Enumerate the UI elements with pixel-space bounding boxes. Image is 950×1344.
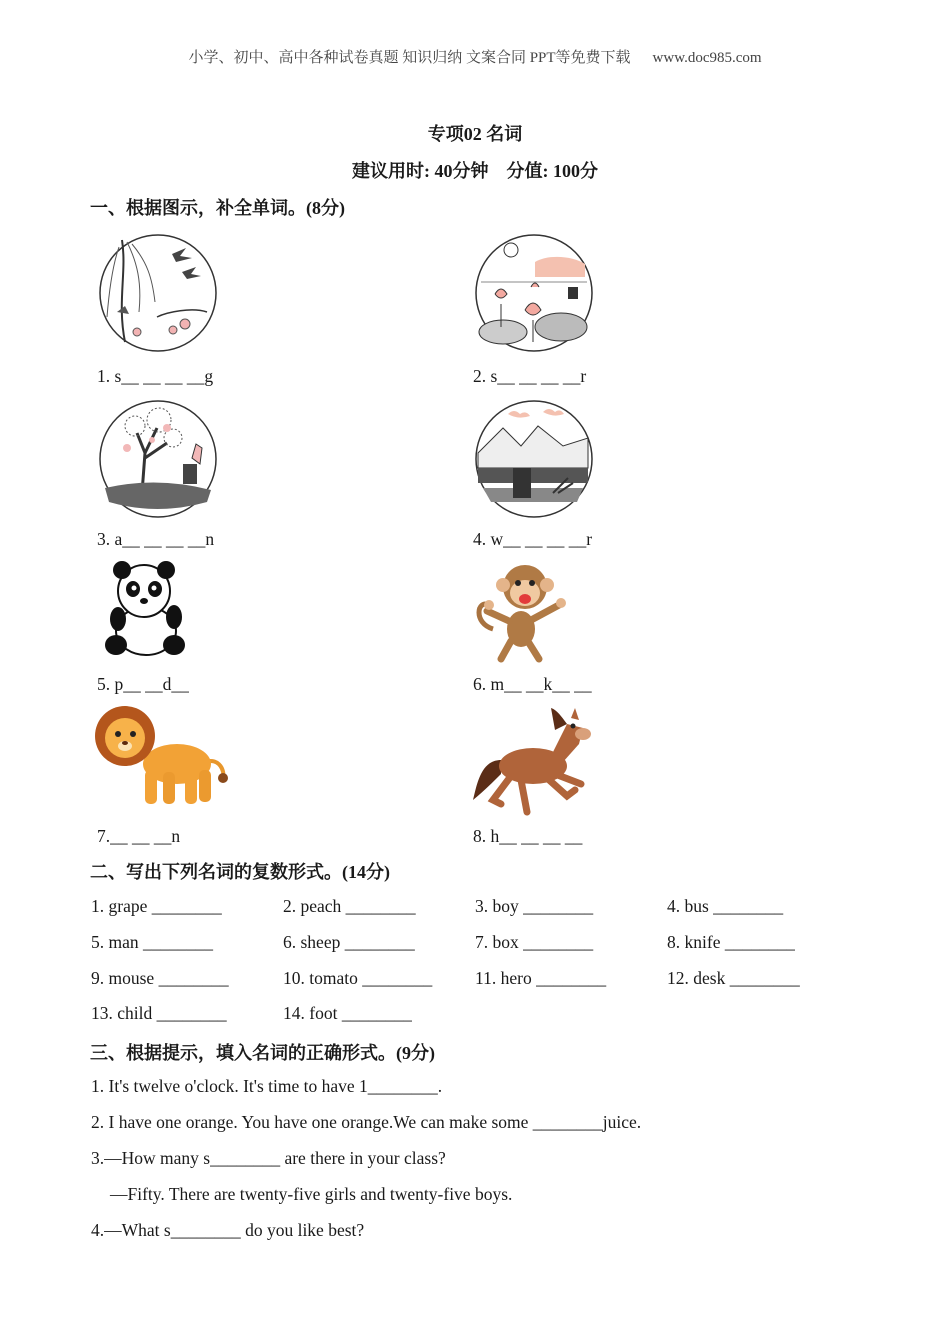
- spring-scene-picture: [97, 232, 219, 354]
- fill-item-3-answer: —Fifty. There are twenty-five girls and twenty-five boys.: [110, 1184, 513, 1204]
- plural-item-12: 12. desk ________: [667, 968, 800, 988]
- panda-picture: [104, 561, 186, 659]
- plural-item-6: 6. sheep ________: [283, 932, 415, 952]
- plural-item-1: 1. grape ________: [91, 896, 222, 916]
- plural-item-4: 4. bus ________: [667, 896, 784, 916]
- section1-item-3: 3. a__ __ __ __n: [97, 529, 215, 549]
- winter-scene-picture: [473, 398, 595, 520]
- fill-item-4: 4.—What s________ do you like best?: [91, 1220, 365, 1240]
- plural-item-9: 9. mouse ________: [91, 968, 229, 988]
- page-title: 专项02 名词: [427, 124, 523, 144]
- plural-item-7: 7. box ________: [475, 932, 594, 952]
- horse-picture: [471, 704, 601, 816]
- fill-item-2: 2. I have one orange. You have one orange.We can make some ________juice.: [91, 1112, 642, 1132]
- fill-item-3-question: 3.—How many s________ are there in your class?: [91, 1148, 446, 1168]
- plural-item-5: 5. man ________: [91, 932, 214, 952]
- autumn-scene-picture: [97, 398, 219, 520]
- section1-item-8: 8. h__ __ __ __: [473, 826, 583, 846]
- section1-item-4: 4. w__ __ __ __r: [473, 529, 593, 549]
- plural-item-11: 11. hero ________: [475, 968, 607, 988]
- plural-item-2: 2. peach ________: [283, 896, 416, 916]
- section1-item-1: 1. s__ __ __ __g: [97, 366, 214, 386]
- fill-item-1: 1. It's twelve o'clock. It's time to have 1________.: [91, 1076, 443, 1096]
- header-text: 小学、初中、高中各种试卷真题 知识归纳 文案合同 PPT等免费下载: [188, 50, 631, 66]
- lion-picture: [95, 702, 231, 810]
- exam-meta: [0, 157, 950, 183]
- page-header: [0, 46, 950, 67]
- plural-item-3: 3. boy ________: [475, 896, 594, 916]
- plural-item-10: 10. tomato ________: [283, 968, 433, 988]
- section2-heading: 二、写出下列名词的复数形式。(14分): [90, 862, 390, 882]
- plural-item-8: 8. knife ________: [667, 932, 795, 952]
- section3-heading: 三、根据提示，填入名词的正确形式。(9分): [90, 1043, 435, 1063]
- section1-item-2: 2. s__ __ __ __r: [473, 366, 587, 386]
- section1-heading: 一、根据图示，补全单词。(8分): [90, 198, 345, 218]
- section1-item-5: 5. p__ __d__: [97, 674, 189, 694]
- section1-item-7: 7.__ __ __n: [97, 826, 181, 846]
- plural-item-14: 14. foot ________: [283, 1003, 412, 1023]
- total-score: 分值: 100分: [506, 161, 598, 181]
- plural-item-13: 13. child ________: [91, 1003, 227, 1023]
- header-url[interactable]: www.doc985.com: [652, 50, 762, 66]
- suggested-time: 建议用时: 40分钟: [352, 161, 489, 181]
- monkey-picture: [473, 559, 573, 663]
- section1-item-6: 6. m__ __k__ __: [473, 674, 592, 694]
- summer-scene-picture: [473, 232, 595, 354]
